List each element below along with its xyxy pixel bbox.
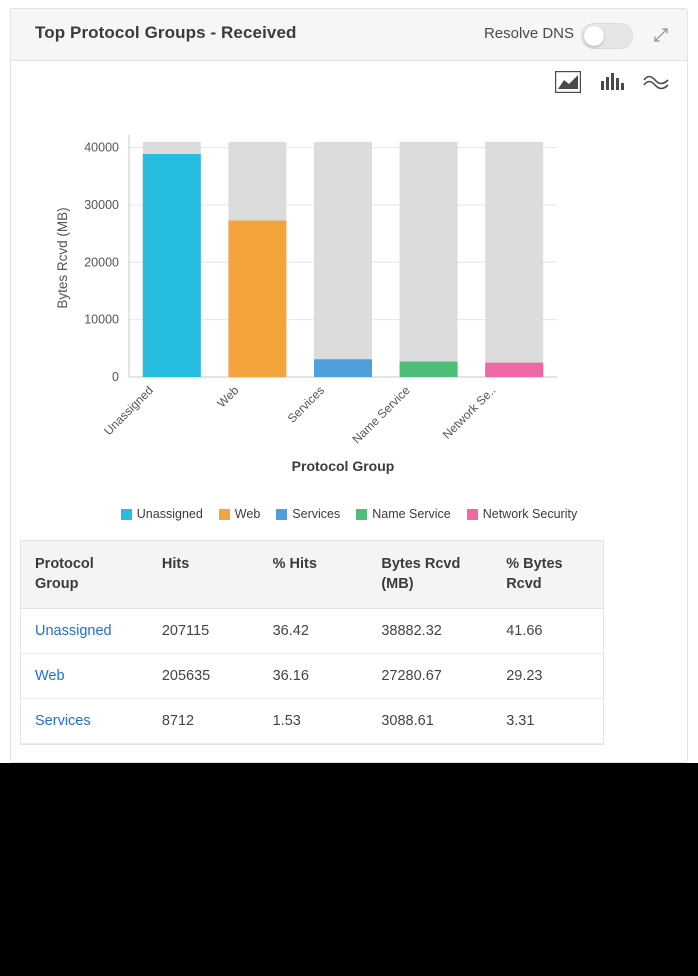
y-tick-label: 30000	[84, 197, 119, 212]
x-tick-label: Name Service	[349, 383, 413, 447]
column-header-hits[interactable]: Hits	[148, 541, 259, 609]
bar	[400, 362, 458, 377]
legend-swatch	[121, 509, 132, 520]
x-axis-label: Protocol Group	[291, 458, 395, 474]
bar-chart-icon[interactable]	[599, 71, 625, 93]
resolve-dns-label: Resolve DNS	[483, 25, 574, 42]
legend-item[interactable]	[467, 507, 577, 521]
cell-pct-hits: 1.53	[259, 699, 368, 744]
bar-background	[485, 142, 543, 377]
line-chart-icon[interactable]	[643, 71, 669, 93]
cell-protocol-group[interactable]: Services	[21, 699, 148, 744]
x-tick-label: Web	[214, 383, 242, 411]
y-tick-label: 20000	[84, 255, 119, 270]
cell-protocol-group[interactable]: Unassigned	[21, 609, 148, 654]
cell-pct-hits: 36.42	[259, 609, 368, 654]
y-tick-label: 0	[112, 370, 119, 384]
area-chart-icon[interactable]	[555, 71, 581, 93]
column-header-bytes-rcvd[interactable]: Bytes Rcvd (MB)	[367, 541, 492, 609]
legend-item[interactable]	[356, 507, 451, 521]
legend-swatch	[467, 509, 478, 520]
chart-svg	[11, 105, 687, 545]
cell-hits: 207115	[148, 609, 259, 654]
toggle-knob	[584, 26, 604, 46]
chart-legend	[11, 507, 687, 521]
legend-item[interactable]	[121, 507, 203, 521]
legend-swatch	[219, 509, 230, 520]
bar-background	[314, 142, 372, 377]
resolve-dns-toggle[interactable]	[581, 23, 633, 49]
expand-icon[interactable]	[653, 27, 669, 43]
bottom-mask	[0, 763, 698, 976]
chart-type-toolbar	[555, 71, 669, 93]
cell-pct-bytes-rcvd: 3.31	[492, 699, 603, 744]
table-row	[21, 699, 603, 744]
x-tick-label: Unassigned	[101, 383, 156, 438]
legend-label: Unassigned	[136, 507, 203, 521]
legend-label: Web	[234, 507, 261, 521]
panel-header	[11, 9, 687, 61]
x-tick-label: Services	[284, 383, 328, 426]
y-tick-label: 10000	[84, 312, 119, 327]
bar	[228, 221, 286, 377]
cell-hits: 8712	[148, 699, 259, 744]
legend-swatch	[356, 509, 367, 520]
legend-label: Name Service	[372, 507, 451, 521]
column-header-pct-hits[interactable]: % Hits	[259, 541, 368, 609]
bar-background	[400, 142, 458, 377]
cell-hits: 205635	[148, 654, 259, 699]
cell-pct-bytes-rcvd: 29.23	[492, 654, 603, 699]
cell-protocol-group[interactable]: Web	[21, 654, 148, 699]
table-row	[21, 609, 603, 654]
column-header-protocol-group[interactable]: Protocol Group	[21, 541, 148, 609]
y-axis-label: Bytes Rcvd (MB)	[55, 207, 70, 309]
x-tick-label: Network Se..	[439, 383, 499, 442]
cell-bytes-rcvd: 3088.61	[367, 699, 492, 744]
bar-chart	[11, 105, 687, 545]
bar	[143, 154, 201, 377]
table-row	[21, 654, 603, 699]
bar	[314, 359, 372, 377]
legend-label: Network Security	[482, 507, 578, 521]
legend-swatch	[276, 509, 287, 520]
bar	[485, 363, 543, 377]
y-tick-label: 40000	[84, 140, 119, 155]
legend-item[interactable]	[276, 507, 340, 521]
cell-pct-hits: 36.16	[259, 654, 368, 699]
column-header-pct-bytes-rcvd[interactable]: % Bytes Rcvd	[492, 541, 603, 609]
cell-pct-bytes-rcvd: 41.66	[492, 609, 603, 654]
cell-bytes-rcvd: 38882.32	[367, 609, 492, 654]
cell-bytes-rcvd: 27280.67	[367, 654, 492, 699]
table-header-row	[21, 541, 603, 609]
legend-label: Services	[292, 507, 341, 521]
protocol-groups-panel	[10, 8, 688, 763]
page-title: Top Protocol Groups - Received	[35, 23, 297, 42]
legend-item[interactable]	[219, 507, 260, 521]
protocol-groups-table	[20, 540, 604, 745]
